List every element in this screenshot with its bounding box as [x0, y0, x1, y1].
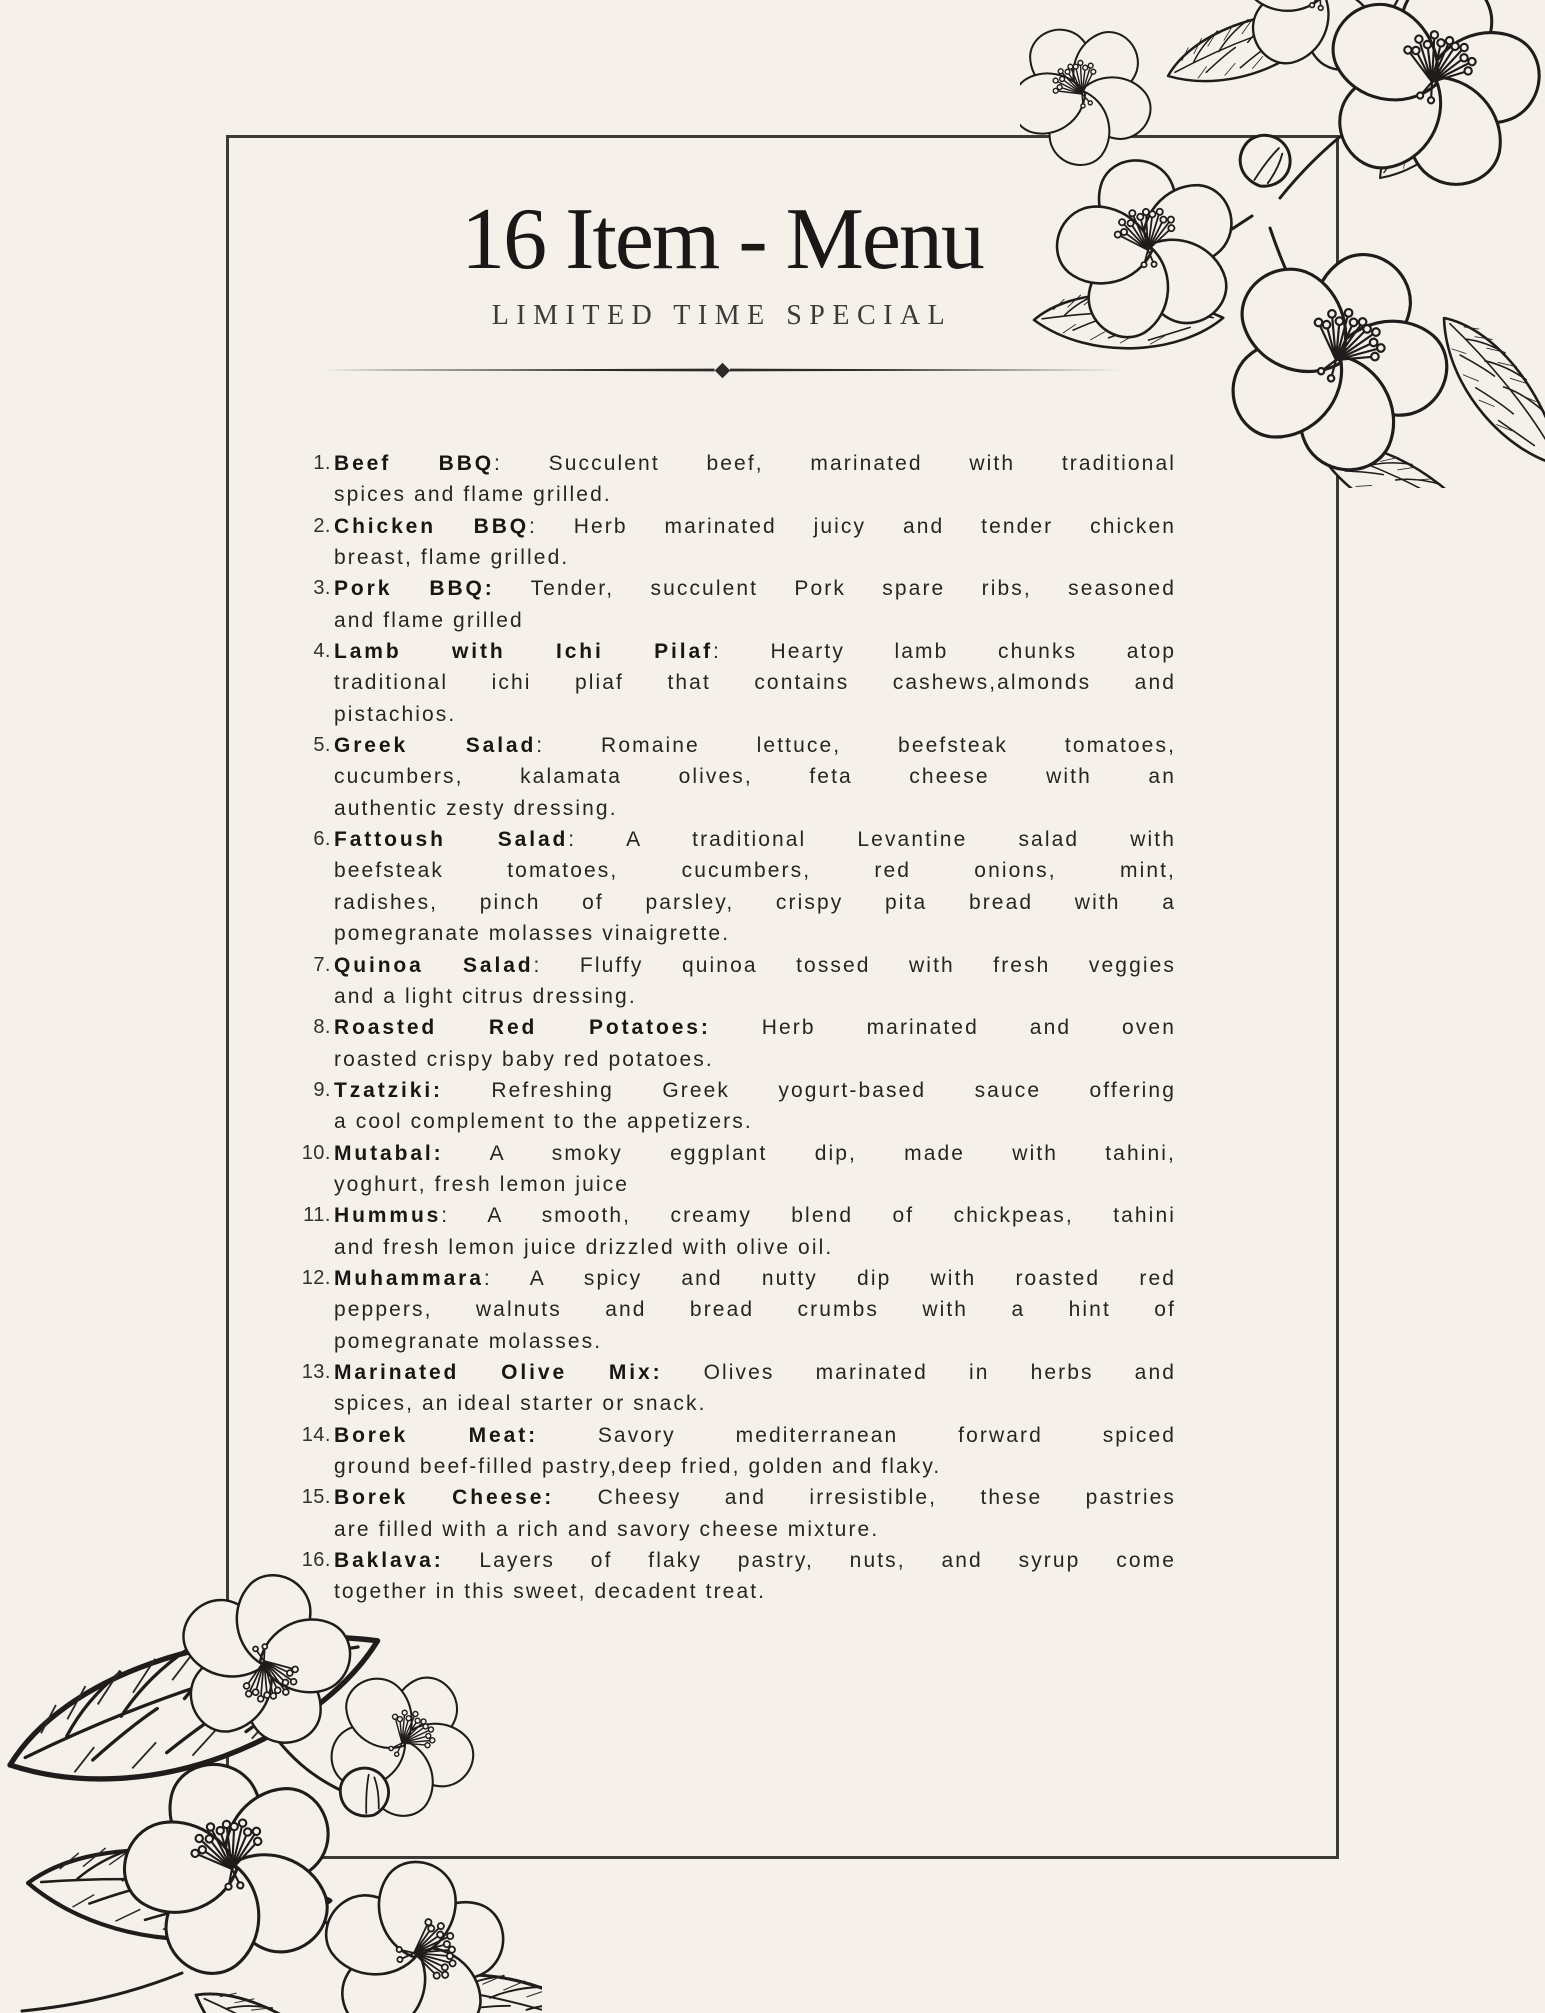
menu-item-number: 4. — [313, 640, 331, 663]
menu-item-continuation — [296, 667, 1176, 730]
menu-item-text — [334, 1357, 1176, 1388]
menu-item-continuation — [296, 1169, 1176, 1200]
menu-item-name: Roasted Red Potatoes: — [334, 1016, 711, 1040]
menu-item-line: spices, an ideal starter or snack. — [334, 1392, 707, 1416]
menu-item-description-start: : A spicy and nutty dip with roasted red — [483, 1266, 1176, 1290]
menu-item-description-start: : Romaine lettuce, beefsteak tomatoes, — [536, 734, 1176, 758]
menu-item-text — [334, 1012, 1176, 1043]
menu-item-text — [334, 950, 1176, 981]
menu-item-first-line — [296, 1545, 1176, 1576]
menu-item-text — [334, 573, 1176, 604]
menu-item-first-line — [296, 1200, 1176, 1231]
menu-item-line: cucumbers, kalamata olives, feta cheese with an — [334, 765, 1176, 789]
menu-item-first-line — [296, 730, 1176, 761]
menu-item-text — [334, 1200, 1176, 1231]
menu-item-name: Fattoush Salad — [334, 828, 569, 852]
menu-item-first-line — [296, 1420, 1176, 1451]
menu-item-description-start: : Fluffy quinoa tossed with fresh veggies — [533, 953, 1176, 977]
menu-item — [296, 1357, 1176, 1420]
menu-item-continuation — [296, 1044, 1176, 1075]
page-subtitle: LIMITED TIME SPECIAL — [491, 300, 953, 331]
menu-item-first-line — [296, 636, 1176, 667]
menu-item-description-start: Tender, succulent Pork spare ribs, seasoned — [494, 577, 1176, 601]
menu-item-line: pistachios. — [334, 702, 457, 726]
menu-item-text — [334, 511, 1176, 542]
menu-item-name: Baklava: — [334, 1549, 444, 1573]
menu-item-name: Mutabal: — [334, 1141, 444, 1165]
menu-item-line: breast, flame grilled. — [334, 546, 570, 570]
menu-item-continuation — [296, 761, 1176, 824]
divider-line-left — [322, 368, 715, 373]
menu-item — [296, 730, 1176, 824]
menu-item — [296, 636, 1176, 730]
menu-item-description-start: Savory mediterranean forward spiced — [538, 1423, 1176, 1447]
header-divider — [322, 362, 1122, 378]
menu-item-description-start: Olives marinated in herbs and — [662, 1360, 1177, 1384]
menu-item-name: Greek Salad — [334, 734, 537, 758]
menu-item-continuation — [296, 605, 1176, 636]
menu-item-line: traditional ichi pliaf that contains cashews,almonds and — [334, 671, 1176, 695]
menu-item-continuation — [296, 1294, 1176, 1357]
menu-list — [296, 448, 1176, 1608]
menu-header — [272, 191, 1172, 332]
menu-item-number: 14. — [301, 1423, 331, 1446]
menu-item-text — [334, 1075, 1176, 1106]
menu-item-description-start: Cheesy and irresistible, these pastries — [554, 1486, 1177, 1510]
menu-item-description-start: Layers of flaky pastry, nuts, and syrup come — [443, 1549, 1176, 1573]
menu-item-text — [334, 1482, 1176, 1513]
menu-item-line: and fresh lemon juice drizzled with olive oil. — [334, 1235, 834, 1259]
menu-item-number: 3. — [313, 577, 331, 600]
menu-item-line: authentic zesty dressing. — [334, 796, 618, 820]
menu-item-text — [334, 1545, 1176, 1576]
menu-item-description-start: A smoky eggplant dip, made with tahini, — [443, 1141, 1176, 1165]
menu-item-continuation — [296, 1514, 1176, 1545]
menu-item-text — [334, 1263, 1176, 1294]
menu-item-number: 13. — [301, 1360, 331, 1383]
menu-item-continuation — [296, 542, 1176, 573]
menu-item-number: 11. — [303, 1204, 331, 1227]
menu-item-line: are filled with a rich and savory cheese mixture. — [334, 1517, 880, 1541]
menu-item-description-start: Herb marinated and oven — [710, 1016, 1176, 1040]
menu-item-line: spices and flame grilled. — [334, 483, 612, 507]
menu-item-line: radishes, pinch of parsley, crispy pita bread with a — [334, 890, 1176, 914]
menu-item-description-start: : Hearty lamb chunks atop — [712, 640, 1176, 664]
menu-item-line: together in this sweet, decadent treat. — [334, 1580, 767, 1604]
floral-illustration-bottom-left — [0, 1553, 542, 2013]
menu-item-description-start: : Herb marinated juicy and tender chicken — [529, 514, 1177, 538]
menu-item-description-start: : Succulent beef, marinated with traditional — [494, 452, 1176, 475]
menu-item-text — [334, 1138, 1176, 1169]
menu-item-number: 12. — [301, 1266, 331, 1289]
menu-item-number: 2. — [313, 514, 331, 537]
menu-item — [296, 1138, 1176, 1201]
menu-item-description-start: : A traditional Levantine salad with — [568, 828, 1176, 852]
menu-item-continuation — [296, 981, 1176, 1012]
menu-item-first-line — [296, 824, 1176, 855]
menu-item-first-line — [296, 1012, 1176, 1043]
menu-item-continuation — [296, 479, 1176, 510]
menu-item-first-line — [296, 573, 1176, 604]
menu-item-name: Borek Cheese: — [334, 1486, 555, 1510]
menu-item-first-line — [296, 511, 1176, 542]
menu-item-continuation — [296, 1232, 1176, 1263]
menu-item-name: Lamb with Ichi Pilaf — [334, 640, 713, 664]
menu-item — [296, 1200, 1176, 1263]
menu-item-description-start: : A smooth, creamy blend of chickpeas, tahini — [441, 1204, 1176, 1228]
menu-item-continuation — [296, 1106, 1176, 1137]
menu-item-first-line — [296, 1138, 1176, 1169]
menu-item — [296, 1545, 1176, 1608]
menu-item-line: peppers, walnuts and bread crumbs with a hint of — [334, 1298, 1176, 1322]
menu-item — [296, 1075, 1176, 1138]
menu-item-number: 1. — [313, 452, 331, 474]
menu-item-number: 8. — [313, 1016, 331, 1039]
menu-item-description-start: Refreshing Greek yogurt-based sauce offering — [442, 1078, 1176, 1102]
menu-item — [296, 448, 1176, 511]
menu-item-text — [334, 730, 1176, 761]
menu-item-number: 5. — [313, 734, 331, 757]
menu-item-line: beefsteak tomatoes, cucumbers, red onions, mint, — [334, 859, 1176, 883]
menu-item-name: Quinoa Salad — [334, 953, 534, 977]
menu-item — [296, 824, 1176, 949]
menu-item-text — [334, 824, 1176, 855]
menu-item-number: 10. — [301, 1141, 331, 1164]
menu-item — [296, 950, 1176, 1013]
menu-item — [296, 511, 1176, 574]
menu-item-first-line — [296, 1263, 1176, 1294]
divider-line-right — [730, 368, 1123, 373]
menu-item-name: Beef BBQ — [334, 452, 494, 475]
menu-item-first-line — [296, 1075, 1176, 1106]
menu-item — [296, 1420, 1176, 1483]
menu-item-continuation — [296, 1451, 1176, 1482]
menu-item — [296, 1482, 1176, 1545]
menu-item-text — [334, 448, 1176, 479]
menu-item-number: 9. — [313, 1078, 331, 1101]
menu-item-line: and flame grilled — [334, 608, 524, 632]
menu-item-first-line — [296, 1357, 1176, 1388]
menu-item-text — [334, 1420, 1176, 1451]
menu-item-first-line — [296, 950, 1176, 981]
menu-item-number: 15. — [301, 1486, 331, 1509]
menu-item-continuation — [296, 1576, 1176, 1607]
menu-item-line: ground beef-filled pastry,deep fried, golden and flaky. — [334, 1455, 942, 1478]
menu-item-line: a cool complement to the appetizers. — [334, 1110, 753, 1134]
menu-item-number: 6. — [313, 828, 331, 851]
menu-item-first-line — [296, 448, 1176, 479]
menu-item-line: roasted crispy baby red potatoes. — [334, 1047, 714, 1071]
menu-item-continuation — [296, 855, 1176, 949]
menu-item-continuation — [296, 1388, 1176, 1419]
menu-item-text — [334, 636, 1176, 667]
menu-item — [296, 573, 1176, 636]
menu-item-number: 7. — [313, 953, 331, 976]
menu-item-line: pomegranate molasses vinaigrette. — [334, 922, 731, 946]
menu-item-first-line — [296, 1482, 1176, 1513]
menu-item — [296, 1012, 1176, 1075]
menu-item-line: and a light citrus dressing. — [334, 984, 637, 1008]
menu-item-name: Tzatziki: — [334, 1078, 443, 1102]
menu-item-name: Muhammara — [334, 1266, 484, 1290]
menu-item-number: 16. — [301, 1549, 331, 1572]
diamond-icon — [714, 362, 730, 378]
menu-item-line: yoghurt, fresh lemon juice — [334, 1172, 630, 1196]
menu-item — [296, 1263, 1176, 1357]
menu-item-line: pomegranate molasses. — [334, 1329, 603, 1353]
page-title: 16 Item - Menu — [461, 191, 983, 288]
menu-item-name: Borek Meat: — [334, 1423, 538, 1447]
menu-item-name: Pork BBQ: — [334, 577, 495, 601]
menu-item-name: Hummus — [334, 1204, 442, 1228]
menu-item-name: Marinated Olive Mix: — [334, 1360, 663, 1384]
menu-item-name: Chicken BBQ — [334, 514, 529, 538]
